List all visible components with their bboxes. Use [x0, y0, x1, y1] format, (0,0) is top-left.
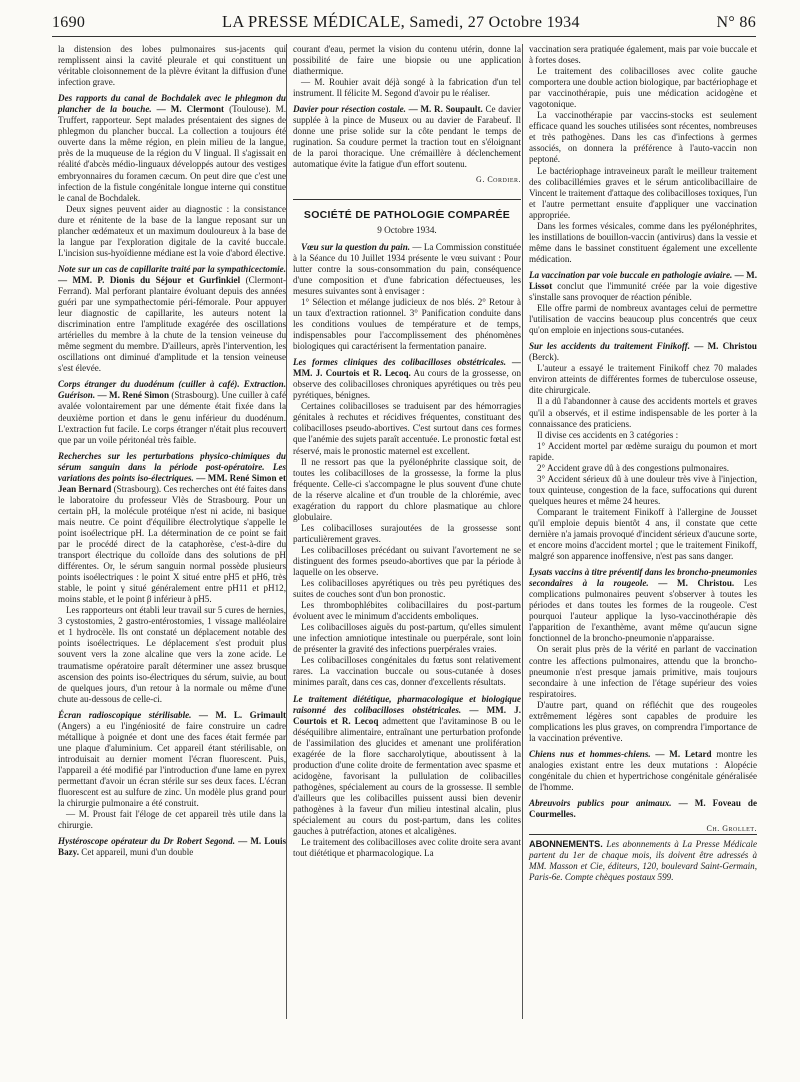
section-text: (Berck).	[529, 352, 560, 363]
section-text: (Strasbourg). Ces recherches ont été faites dans le laboratoire du professeur Vlès de Strasbourg. Pour un certain pH, la molécule protéique n'est ni acide, ni basique mais neutre. Ce point d'équilibre électrolytique s'appelle le point isoélectrique pH. La détermination de ce point se fait par le procédé direct de la cataphorèse, c'est-à-dire du transport électrique du colloïde dans des solutions de pH différentes. Or, le sérum sanguin normal possède plusieurs points isoélectriques : le point X situé entre pH5 et pH6, très stable, le point γ situé généralement entre pH11 et pH12, moins stable, et le point β inférieur à pH5.	[58, 483, 286, 605]
section-title: Le traitement diététique, pharmacologique et biologique raisonné des colibacilloses obstétricales.	[293, 693, 521, 715]
paragraph: courant d'eau, permet la vision du contenu utérin, donne la possibilité de faire une biopsie ou une application diathermique.	[293, 44, 521, 77]
section-text: montre les analogies existant entre les deux mutations : Alopécie congénitale du chien et hypertrichose congénitale généralisée de l'homme.	[529, 748, 757, 793]
section-author: — M. Christou	[694, 341, 757, 352]
paragraph: Certaines colibacilloses se traduisent par des hémorragies génitales à rechutes et récidives fréquentes, constituant des colibacilloses pseudo-abortives. C'est surtout dans ces formes que l'anémie des sujets paraît accentuée. Le pronostic fœtal est réservé, mais le pronostic maternel est excellent.	[293, 401, 521, 456]
section-title: Sur les accidents du traitement Finikoff.	[529, 341, 691, 352]
paragraph: Les colibacilloses congénitales du fœtus sont relativement rares. La vaccination buccale ou sous-cutanée à doses minimes paraît, dans ces cas, donner d'excellents résultats.	[293, 655, 521, 688]
section-text: Les complications pulmonaires peuvent s'observer à toutes les périodes et dans toutes les formes de la rougeole. C'est pourquoi l'auteur applique la lyso-vaccinothérapie dès l'apparition de l'exanthème, avant même qu'aucun signe fonctionnel de la broncho-pneumonie n'apparaisse.	[529, 578, 757, 644]
paragraph: 3° Accident sérieux dû à une douleur très vive à l'injection, toux quinteuse, congestion de la face, suffocations qui durent quelques heures et même 24 heures.	[529, 473, 757, 506]
column-2	[293, 44, 521, 859]
paragraph: Les colibacilloses apyrétiques ou très peu pyrétiques des suites de couches sont d'un bon pronostic.	[293, 578, 521, 600]
header-rule	[52, 36, 756, 37]
column-3	[529, 44, 757, 883]
subscription-text: Les abonnements à La Presse Médicale partent du 1er de chaque mois, ils doivent être adressés à MM. Masson et Cie, éditeurs, 120, boulevard Saint-Germain, Paris-6e. Compte chèques postaux 599.	[529, 839, 757, 883]
paragraph: 1° Accident mortel par œdème suraigu du poumon et mort rapide.	[529, 440, 757, 462]
section-author: — M. Clermont	[156, 104, 225, 115]
section-author: — M. Lissot	[529, 269, 757, 291]
section-author: — MM. J. Courtois et R. Lecoq.	[293, 357, 521, 379]
paragraph: Le traitement des colibacilloses avec colite gauche comportera une double action biologique, par bactériophage et par vaccinothérapie, puis une médication acidogène et vagotonique.	[529, 66, 757, 110]
journal-title: LA PRESSE MÉDICALE, Samedi, 27 Octobre 1934	[221, 12, 580, 31]
section-text: (Strasbourg). Une cuiller à café avalée volontairement par une démente était fixée dans la deuxième portion et dans le genu inférieur du duodénum. L'extraction fut facile. Le corps étranger n'était plus recouvert que par un voile péritonéal très faible.	[58, 390, 287, 445]
column-divider	[522, 44, 523, 1019]
section	[529, 270, 757, 303]
section-title: Vœu sur la question du pain.	[301, 241, 411, 252]
section-author: — MM. P. Dionis du Séjour et Gurfinkiel	[58, 274, 241, 285]
section-text: admettent que l'avitaminose B ou le déséquilibre alimentaire, entraînant une perturbation profonde de l'assimilation des glucides et amenant une prolifération exagérée de la flore saccharolytique, aboutissent à la production d'une colite droite de fermentation avec spasme et acidogène, favorisant la pullulation de colibacilles pathogènes, spécialement au cours de la grossesse. Il semble d'ailleurs que les colibacilles puissent aussi bien devenir pathogènes à la faveur d'un milieu intestinal alcalin, plus spécialement au cours du post-partum, dans les colites gauches à putréfaction, atones et alcaligènes.	[293, 715, 521, 837]
section	[58, 451, 286, 606]
issue-date: Samedi, 27 Octobre 1934	[409, 14, 580, 31]
section	[58, 836, 286, 858]
section-title: Lysats vaccins à titre préventif dans les broncho-pneumonies secondaires à la rougeole.	[529, 567, 757, 589]
section	[293, 242, 521, 297]
paragraph: Dans les formes vésicales, comme dans les pyélonéphrites, les instillations de bouillon-vaccin (antivirus) dans la vessie et même dans le bassinet constituent également une excellente médication.	[529, 220, 757, 264]
section	[293, 357, 521, 401]
section-title: La vaccination par voie buccale en pathologie aviaire.	[529, 269, 733, 280]
paragraph: — M. Rouhier avait déjà songé à la fabrication d'un tel instrument. Il félicite M. Segond d'avoir pu le réaliser.	[293, 77, 521, 99]
section-author: — MM. J. Courtois et R. Lecoq	[293, 704, 521, 726]
section	[293, 694, 521, 838]
section	[58, 379, 286, 445]
section	[529, 749, 757, 793]
section-title: Corps étranger du duodénum (cuiller à café). Extraction. Guérison.	[58, 379, 286, 401]
section	[58, 264, 286, 374]
section-author: — M. Foveau de Courmelles.	[529, 798, 758, 820]
section-author: — MM. René Simon et Jean Bernard	[58, 472, 286, 494]
section-author: — M. R. Soupault.	[408, 104, 483, 115]
section-text: — La Commission constituée à la Séance du 10 Juillet 1934 présente le vœu suivant : Pour lutter contre la sous-consommation du pain, conséquence d'une composition et d'une fabrication défectueuses, les mesures suivantes sont à envisager :	[293, 241, 521, 296]
section-title: Chiens nus et hommes-chiens.	[529, 748, 651, 759]
society-date: 9 Octobre 1934.	[377, 224, 437, 235]
subscription-label: ABONNEMENTS.	[529, 839, 603, 850]
section-text: (Angers) a eu l'ingéniosité de faire construire un cadre métallique à poignée et dont une des faces était fermée par une plaque d'aluminium. Cet appareil étant stérilisable, on introduisait au dernier moment l'écran fluorescent. Puis, l'appareil a été modifié par l'introduction d'une lame en pyrex permettant d'avoir un écran stérile sur ses deux faces. L'écran fluorescent est au sulfure de zinc. Un modèle plus grand pour la chirurgie pulmonaire a été construit.	[58, 720, 286, 809]
section-title: Abreuvoirs publics pour animaux.	[529, 798, 672, 809]
paragraph: — M. Proust fait l'éloge de cet appareil très utile dans la chirurgie.	[58, 809, 286, 831]
paragraph: Le bactériophage intraveineux paraît le meilleur traitement des colibacillémies graves et le sérum anticolibacillaire de Vincent le traitement d'attaque des colibacilloses toxiques, l'un et l'autre permettant ensuite d'appliquer une vaccination appropriée.	[529, 165, 757, 220]
section-text: Cet appareil, muni d'un double	[81, 847, 194, 858]
paragraph: Les rapporteurs ont établi leur travail sur 5 cures de hernies, 3 cystostomies, 2 gastro-entérostomies, 1 vissage malléolaire et 1 hydrocèle. Ils ont constaté un déplacement notable des points isoélectriques. Le déplacement s'est produit plus souvent vers la zone alcaline que vers la zone acide. Le traumatisme opératoire paraît déterminer une assez brusque ascension des points iso-électriques du sérum, suivie, au bout de quelques jours, d'un retour à la normale ou même d'une chute au-dessous de celle-ci.	[58, 605, 286, 704]
paragraph: Les colibacilloses aiguës du post-partum, qu'elles simulent une infection amniotique intestinale ou puerpérale, sont loin de présenter la gravité des infections puerpérales vraies.	[293, 622, 521, 655]
column-divider	[286, 44, 287, 1019]
section-author: — M. Letard	[655, 748, 712, 759]
section	[529, 341, 757, 363]
paragraph: 1° Sélection et mélange judicieux de nos blés. 2° Retour à un taux d'extraction rationnel. 3° Panification conduite dans les conditions voulues de température et de temps, indispensables pour l'accomplissement des phénomènes biologiques qui caractérisent la fermentation panaire.	[293, 296, 521, 352]
section	[529, 798, 757, 820]
page-header	[52, 12, 756, 38]
paragraph: la distension des lobes pulmonaires sus-jacents qui remplissent ainsi la cavité pleurale et qui constituent un véritable cloisonnement de la plèvre évitant la diffusion d'une infection grave.	[58, 44, 286, 88]
paragraph: L'auteur a essayé le traitement Finikoff chez 70 malades environ atteints de différentes formes de tuberculose osseuse, dite chirurgicale.	[529, 363, 757, 396]
section	[293, 104, 521, 170]
section	[529, 567, 757, 644]
section-author: — M. Louis Bazy.	[58, 836, 287, 858]
paragraph: Le traitement des colibacilloses avec colite droite sera avant tout diététique et pharmacologique. La	[293, 837, 521, 859]
section-text: Ce davier supplée à la pince de Museux ou au davier de Farabeuf. Il donne une prise solide sur la côte pendant le temps de rugination. Sa coudure permet la traction tout en s'éloignant de la paroi thoracique. Une crémaillère à déclenchement automatique évite la fatigue d'un effort soutenu.	[293, 104, 522, 170]
section-title: Écran radioscopique stérilisable.	[58, 709, 192, 720]
page-number: 1690	[52, 14, 86, 31]
section-title: Recherches sur les perturbations physico-chimiques du sérum sanguin dans la période post-opératoire. Les variations des points iso-électriques.	[58, 450, 286, 483]
section-text: conclut que l'immunité créée par la voie digestive s'installe sans provoquer de réaction pénible.	[529, 280, 757, 303]
society-heading: SOCIÉTÉ DE PATHOLOGIE COMPARÉE	[303, 208, 511, 221]
paragraph: Deux signes peuvent aider au diagnostic : la consistance dure et rénitente de la base de la langue reposant sur un plancher œdémateux et un maximum douloureux à la base de la langue par l'exploration digitale de la cavité buccale. L'incision sus-hyoïdienne médiane est la voie d'abord élective.	[58, 203, 286, 258]
section-title: Davier pour résection costale.	[293, 104, 406, 115]
paragraph: On serait plus près de la vérité en parlant de vaccination contre les affections pulmonaires, attendu que la broncho-pneumonie n'est presque jamais primitive, mais toujours secondaire à une infection de l'étage supérieur des voies respiratoires.	[529, 644, 757, 699]
paragraph: vaccination sera pratiquée également, mais par voie buccale et à fortes doses.	[529, 44, 757, 66]
section-title: Hystéroscope opérateur du Dr Robert Segond.	[58, 836, 235, 847]
paragraph: Il divise ces accidents en 3 catégories :	[537, 429, 679, 440]
section	[58, 710, 286, 809]
column-1	[58, 44, 286, 858]
paragraph: Les colibacilloses surajoutées de la grossesse sont particulièrement graves.	[293, 522, 521, 544]
section	[58, 93, 286, 203]
section-author: — M. René Simon	[97, 390, 170, 401]
paragraph: Les colibacilloses précédant ou suivant l'avortement ne se distinguent des formes pseudo-abortives que par la période à laquelle on les observe.	[293, 544, 521, 578]
paragraph: Elle offre parmi de nombreux avantages celui de permettre l'utilisation de vaccins beaucoup plus concentrés que ceux qu'on emploie en injections sous-cutanées.	[529, 303, 757, 336]
paragraph: La vaccinothérapie par vaccins-stocks est seulement efficace quand les souches utilisées sont récentes, nombreuses et très pathogènes. Dans les cas d'infections à germes associés, on donnera la préférence à l'auto-vaccin non peptoné.	[529, 110, 757, 165]
paragraph: Il ne ressort pas que la pyélonéphrite classique soit, de toutes les colibacilloses de la grossesse, la forme la plus fréquente. Celle-ci s'accompagne le plus souvent d'une chute de la réserve alcaline et d'un trouble de la chlorémie, avec exagération du rapport du chlore plasmatique au chlore globulaire.	[293, 456, 521, 522]
section-title: Des rapports du canal de Bochdalek avec le phlegmon du plancher de la bouche.	[58, 93, 286, 115]
section-title: Note sur un cas de capillarite traité par la sympathicectomie.	[58, 263, 286, 274]
section-author: — M. L. Grimault	[198, 709, 287, 720]
paragraph: Comparant le traitement Finikoff à l'allergine de Jousset qu'il emploie depuis bientôt 4 ans, il constate que cette dernière n'a jamais provoqué d'incident sérieux d'aucune sorte, et encore moins d'accident mortel ; que le traitement Finikoff, malgré son apparence inoffensive, n'est pas sans danger.	[529, 506, 757, 562]
signature: G. Cordier.	[476, 174, 521, 184]
issue-number: N° 86	[716, 14, 756, 31]
subscription-notice	[529, 834, 757, 883]
paragraph: Les thrombophlébites colibacillaires du post-partum évoluent avec le minimum d'accidents emboliques.	[293, 600, 521, 622]
section-text: (Toulouse). M. Truffert, rapporteur. Sept malades présentaient des signes de phlegmon du plancher buccal. La collection a toujours été ouverte dans la même région, en plein milieu de la langue, près de la muqueuse de la région du V lingual. Il s'agissait en réalité d'abcès médio-linguaux développés autour des vestiges embryonnaires du foramen cæcum. On peut dire que c'est une infection de la fistule congénitale longue interne qui constitue le canal de Bochdalek.	[58, 104, 286, 203]
section-author: — M. Christou.	[658, 578, 735, 589]
section-title: Les formes cliniques des colibacilloses obstétricales.	[293, 357, 507, 368]
section-text: Au cours de la grossesse, on observe des colibacilloses chroniques apyrétiques ou très peu pyrétiques, bénignes.	[293, 368, 521, 401]
society-heading-block	[293, 199, 521, 236]
paragraph: D'autre part, quand on réfléchit que des rougeoles extrêmement légères sont capables de produire les complications les plus graves, on comprendra l'importance de la vaccination préventive.	[529, 699, 757, 743]
section-text: (Clermont-Ferrand). Mal perforant plantaire évoluant depuis des années guéri par une sympathectomie péri-fémorale. Pour appuyer leur diagnostic de capillarite, les auteurs notent la discrimination entre l'amplitude exagérée des oscillations artérielles du membre à la chute de la tension veineuse du même segment du membre. D'ailleurs, après l'intervention, les oscillations ont diminué d'amplitude et la tension veineuse s'est élevée.	[58, 274, 286, 374]
paragraph: Il a dû l'abandonner à cause des accidents mortels et graves qu'il a observés, et il estime indispensable de les porter à la connaissance des praticiens.	[529, 396, 757, 429]
signature: Ch. Grollet.	[706, 824, 757, 834]
paragraph: 2° Accident grave dû à des congestions pulmonaires.	[537, 462, 730, 473]
